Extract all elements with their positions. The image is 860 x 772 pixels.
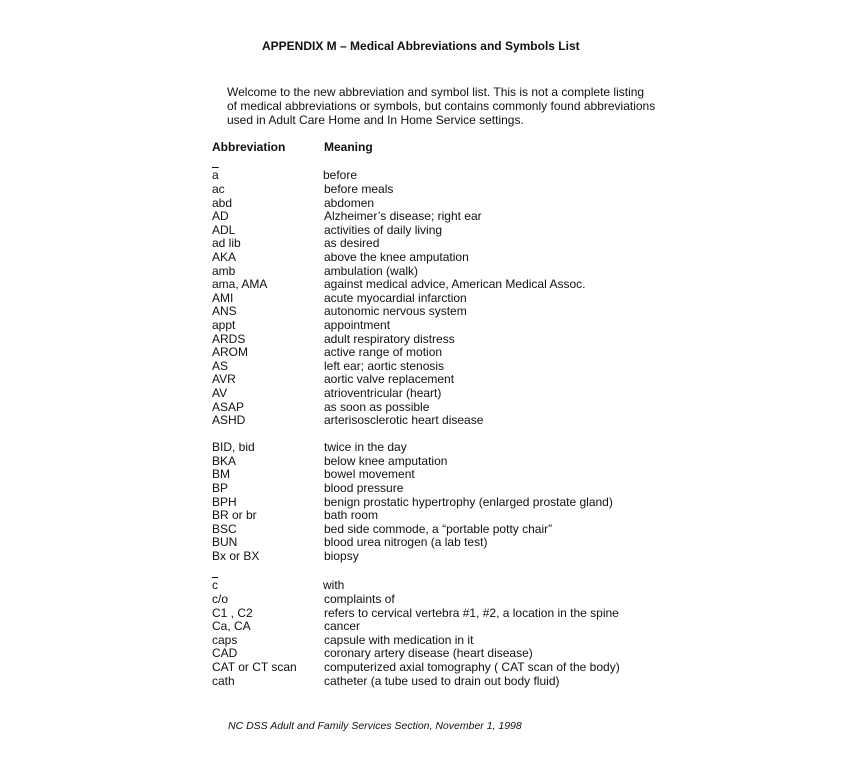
abbreviation-meaning: benign prostatic hypertrophy (enlarged prostate gland) [324, 494, 613, 509]
abbreviation-term: ADL [212, 222, 236, 237]
abbreviation-term: caps [212, 632, 238, 647]
abbreviation-meaning: blood pressure [324, 480, 404, 495]
abbreviation-meaning: Alzheimer’s disease; right ear [324, 209, 482, 224]
abbreviation-meaning: with [323, 578, 345, 593]
abbreviation-meaning: computerized axial tomography ( CAT scan of the body) [324, 660, 620, 674]
abbreviation-term: ASHD [212, 413, 246, 428]
abbreviation-header: Abbreviation [212, 140, 286, 154]
abbreviation-term: AKA [212, 249, 237, 264]
abbreviation-term: CAD [212, 646, 238, 661]
abbreviation-term: AVR [212, 372, 236, 387]
abbreviation-term: ANS [212, 304, 237, 319]
abbreviation-term: Ca, CA [212, 619, 251, 634]
meaning-header: Meaning [324, 140, 373, 154]
abbreviation-meaning: bed side commode, a “portable potty chair” [324, 521, 553, 536]
abbreviation-term: C1 , C2 [212, 605, 253, 620]
abbreviation-meaning: appointment [324, 317, 391, 332]
abbreviation-term: AS [212, 358, 229, 373]
abbreviation-term: abd [212, 195, 233, 210]
abbreviation-term: BID, bid [212, 440, 255, 455]
abbreviation-meaning: active range of motion [324, 345, 443, 360]
abbreviation-term: ad lib [212, 236, 241, 251]
abbreviation-term: AMI [212, 290, 234, 305]
abbreviation-meaning: acute myocardial infarction [324, 290, 467, 305]
abbreviation-meaning: coronary artery disease (heart disease) [324, 646, 533, 661]
abbreviation-term: BR or br [212, 508, 257, 523]
abbreviation-meaning: twice in the day [324, 440, 407, 455]
abbreviation-term: ASAP [212, 399, 245, 414]
abbreviation-term: AD [212, 209, 229, 224]
document-footer: NC DSS Adult and Family Services Section, November 1, 1998 [228, 720, 522, 732]
abbreviation-term: ama, AMA [212, 277, 268, 292]
abbreviation-meaning: against medical advice, American Medical Assoc. [324, 277, 586, 292]
document-title: APPENDIX M – Medical Abbreviations and Symbols List [262, 39, 580, 53]
abbreviation-meaning: as soon as possible [324, 399, 430, 414]
abbreviation-term: Bx or BX [212, 548, 260, 563]
abbreviation-term: BM [212, 467, 230, 482]
abbreviation-term: AROM [212, 345, 248, 360]
abbreviation-meaning: bath room [324, 508, 379, 523]
abbreviation-meaning: left ear; aortic stenosis [324, 358, 445, 373]
symbol-term: $\overline{c}$ [212, 578, 218, 593]
abbreviation-term: amb [212, 263, 236, 278]
abbreviation-meaning: refers to cervical vertebra #1, #2, a location in the spine [324, 605, 619, 620]
abbreviation-term: BUN [212, 535, 238, 550]
abbreviation-meaning: arterisosclerotic heart disease [324, 413, 484, 428]
abbreviation-term: BP [212, 480, 229, 495]
abbreviation-meaning: catheter (a tube used to drain out body fluid) [324, 673, 560, 688]
abbreviation-term: appt [212, 317, 236, 332]
abbreviation-term: cath [212, 673, 235, 688]
abbreviation-term: c/o [212, 592, 229, 607]
abbreviation-meaning: as desired [324, 236, 380, 251]
abbreviation-meaning: bowel movement [324, 467, 415, 482]
abbreviation-meaning: blood urea nitrogen (a lab test) [324, 535, 488, 550]
abbreviation-term: BKA [212, 453, 237, 468]
abbreviation-term: ac [212, 182, 225, 196]
abbreviation-term: ARDS [212, 331, 246, 346]
abbreviation-meaning: before meals [324, 182, 394, 196]
symbol-term: $\overline{a}$ [212, 168, 219, 182]
abbreviation-meaning: below knee amputation [324, 453, 448, 468]
abbreviation-meaning: biopsy [324, 548, 359, 563]
abbreviation-meaning: above the knee amputation [324, 249, 469, 264]
abbreviation-meaning: autonomic nervous system [324, 304, 467, 319]
abbreviation-meaning: ambulation (walk) [324, 263, 419, 278]
abbreviation-term: AV [212, 385, 228, 400]
abbreviation-meaning: cancer [324, 619, 361, 634]
abbreviation-meaning: abdomen [324, 195, 375, 210]
abbreviation-term: BPH [212, 494, 237, 509]
abbreviation-meaning: capsule with medication in it [324, 632, 474, 647]
abbreviation-meaning: aortic valve replacement [324, 372, 455, 387]
abbreviation-meaning: adult respiratory distress [324, 331, 455, 346]
abbreviation-meaning: activities of daily living [324, 222, 443, 237]
abbreviation-term: BSC [212, 521, 237, 536]
intro-line: Welcome to the new abbreviation and symbol list. This is not a complete listing [227, 85, 645, 99]
abbreviation-meaning: atrioventricular (heart) [324, 385, 442, 400]
abbreviation-meaning: before [323, 168, 358, 182]
abbreviation-meaning: complaints of [324, 592, 395, 607]
abbreviation-term: CAT or CT scan [212, 660, 297, 674]
intro-line: of medical abbreviations or symbols, but contains commonly found abbreviations [227, 99, 656, 113]
intro-line: used in Adult Care Home and In Home Service settings. [227, 113, 524, 127]
intro-paragraph [227, 85, 667, 127]
